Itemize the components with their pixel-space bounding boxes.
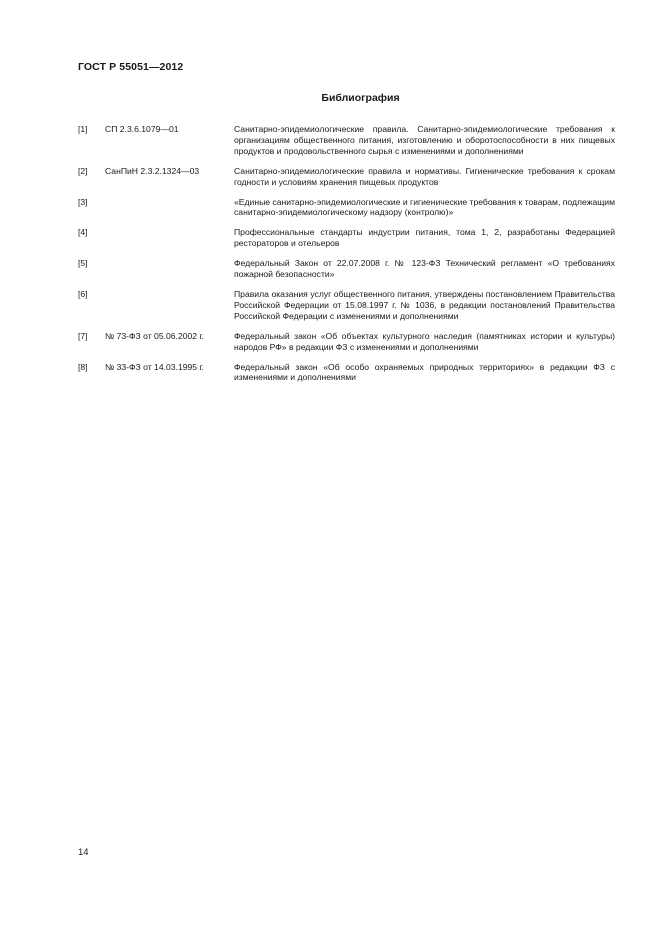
bibliography-entry [78, 289, 615, 322]
entry-number: [2] [78, 165, 88, 176]
section-title: Библиография [321, 92, 400, 104]
entry-number: [7] [78, 330, 88, 341]
entry-code: СанПиН 2.3.2.1324—03 [105, 165, 200, 176]
entry-code: № 73-ФЗ от 05.06.2002 г. [105, 330, 204, 341]
entry-code: № 33-ФЗ от 14.03.1995 г. [105, 361, 204, 372]
entry-description: Санитарно-эпидемиологические правила и нормативы. Гигиенические требования к срокам годности и условиям хранения пищевых продуктов [234, 165, 615, 187]
entry-number: [1] [78, 124, 88, 134]
bibliography-entry [78, 258, 615, 280]
bibliography-entry [78, 227, 615, 249]
bibliography-entry [78, 331, 615, 353]
entry-code [105, 227, 234, 249]
bibliography-entry [78, 166, 615, 188]
bibliography-entry [78, 362, 615, 384]
entry-description: Профессиональные стандарты индустрии питания, тома 1, 2, разработаны Федерацией рестораторов и отельеров [234, 227, 615, 249]
bibliography-entry [78, 124, 615, 157]
page-number: 14 [78, 847, 89, 858]
entry-number: [5] [78, 258, 88, 269]
entry-code [105, 197, 234, 219]
entry-number: [6] [78, 288, 88, 299]
entry-code [105, 289, 234, 322]
entry-code: СП 2.3.6.1079—01 [105, 124, 179, 134]
bibliography-list [78, 124, 615, 392]
entry-description: Федеральный закон «Об особо охраняемых природных территориях» в редакции ФЗ с изменениями и дополнениями [234, 361, 615, 383]
entry-number: [3] [78, 196, 88, 207]
entry-description: Федеральный закон «Об объектах культурного наследия (памятниках истории и культуры) народов РФ» в редакции ФЗ с изменениями и дополнениями [234, 330, 615, 352]
entry-description: Санитарно-эпидемиологические правила. Санитарно-эпидемиологические требования к организациям общественного питания, изготовлению и оборотоспособности в них пищевых продуктов и продовольственного сырья с изменениями и дополнениями [234, 124, 615, 156]
entry-description: Федеральный Закон от 22.07.2008 г. № 123-ФЗ Технический регламент «О требованиях пожарной безопасности» [234, 258, 615, 280]
bibliography-entry [78, 197, 615, 219]
standard-id-header: ГОСТ Р 55051—2012 [78, 61, 184, 73]
entry-code [105, 258, 234, 280]
entry-number: [4] [78, 227, 88, 238]
entry-description: Правила оказания услуг общественного питания, утверждены постановлением Правительства Российской Федерации от 15.08.1997 г. № 1036, в редакции постановлений Правительства Российской Федерации с изменениями и дополнениями [234, 288, 615, 321]
entry-description: «Единые санитарно-эпидемиологические и гигиенические требования к товарам, подлежащим санитарно-эпидемиологическому надзору (контролю)» [234, 196, 615, 218]
entry-number: [8] [78, 361, 88, 372]
